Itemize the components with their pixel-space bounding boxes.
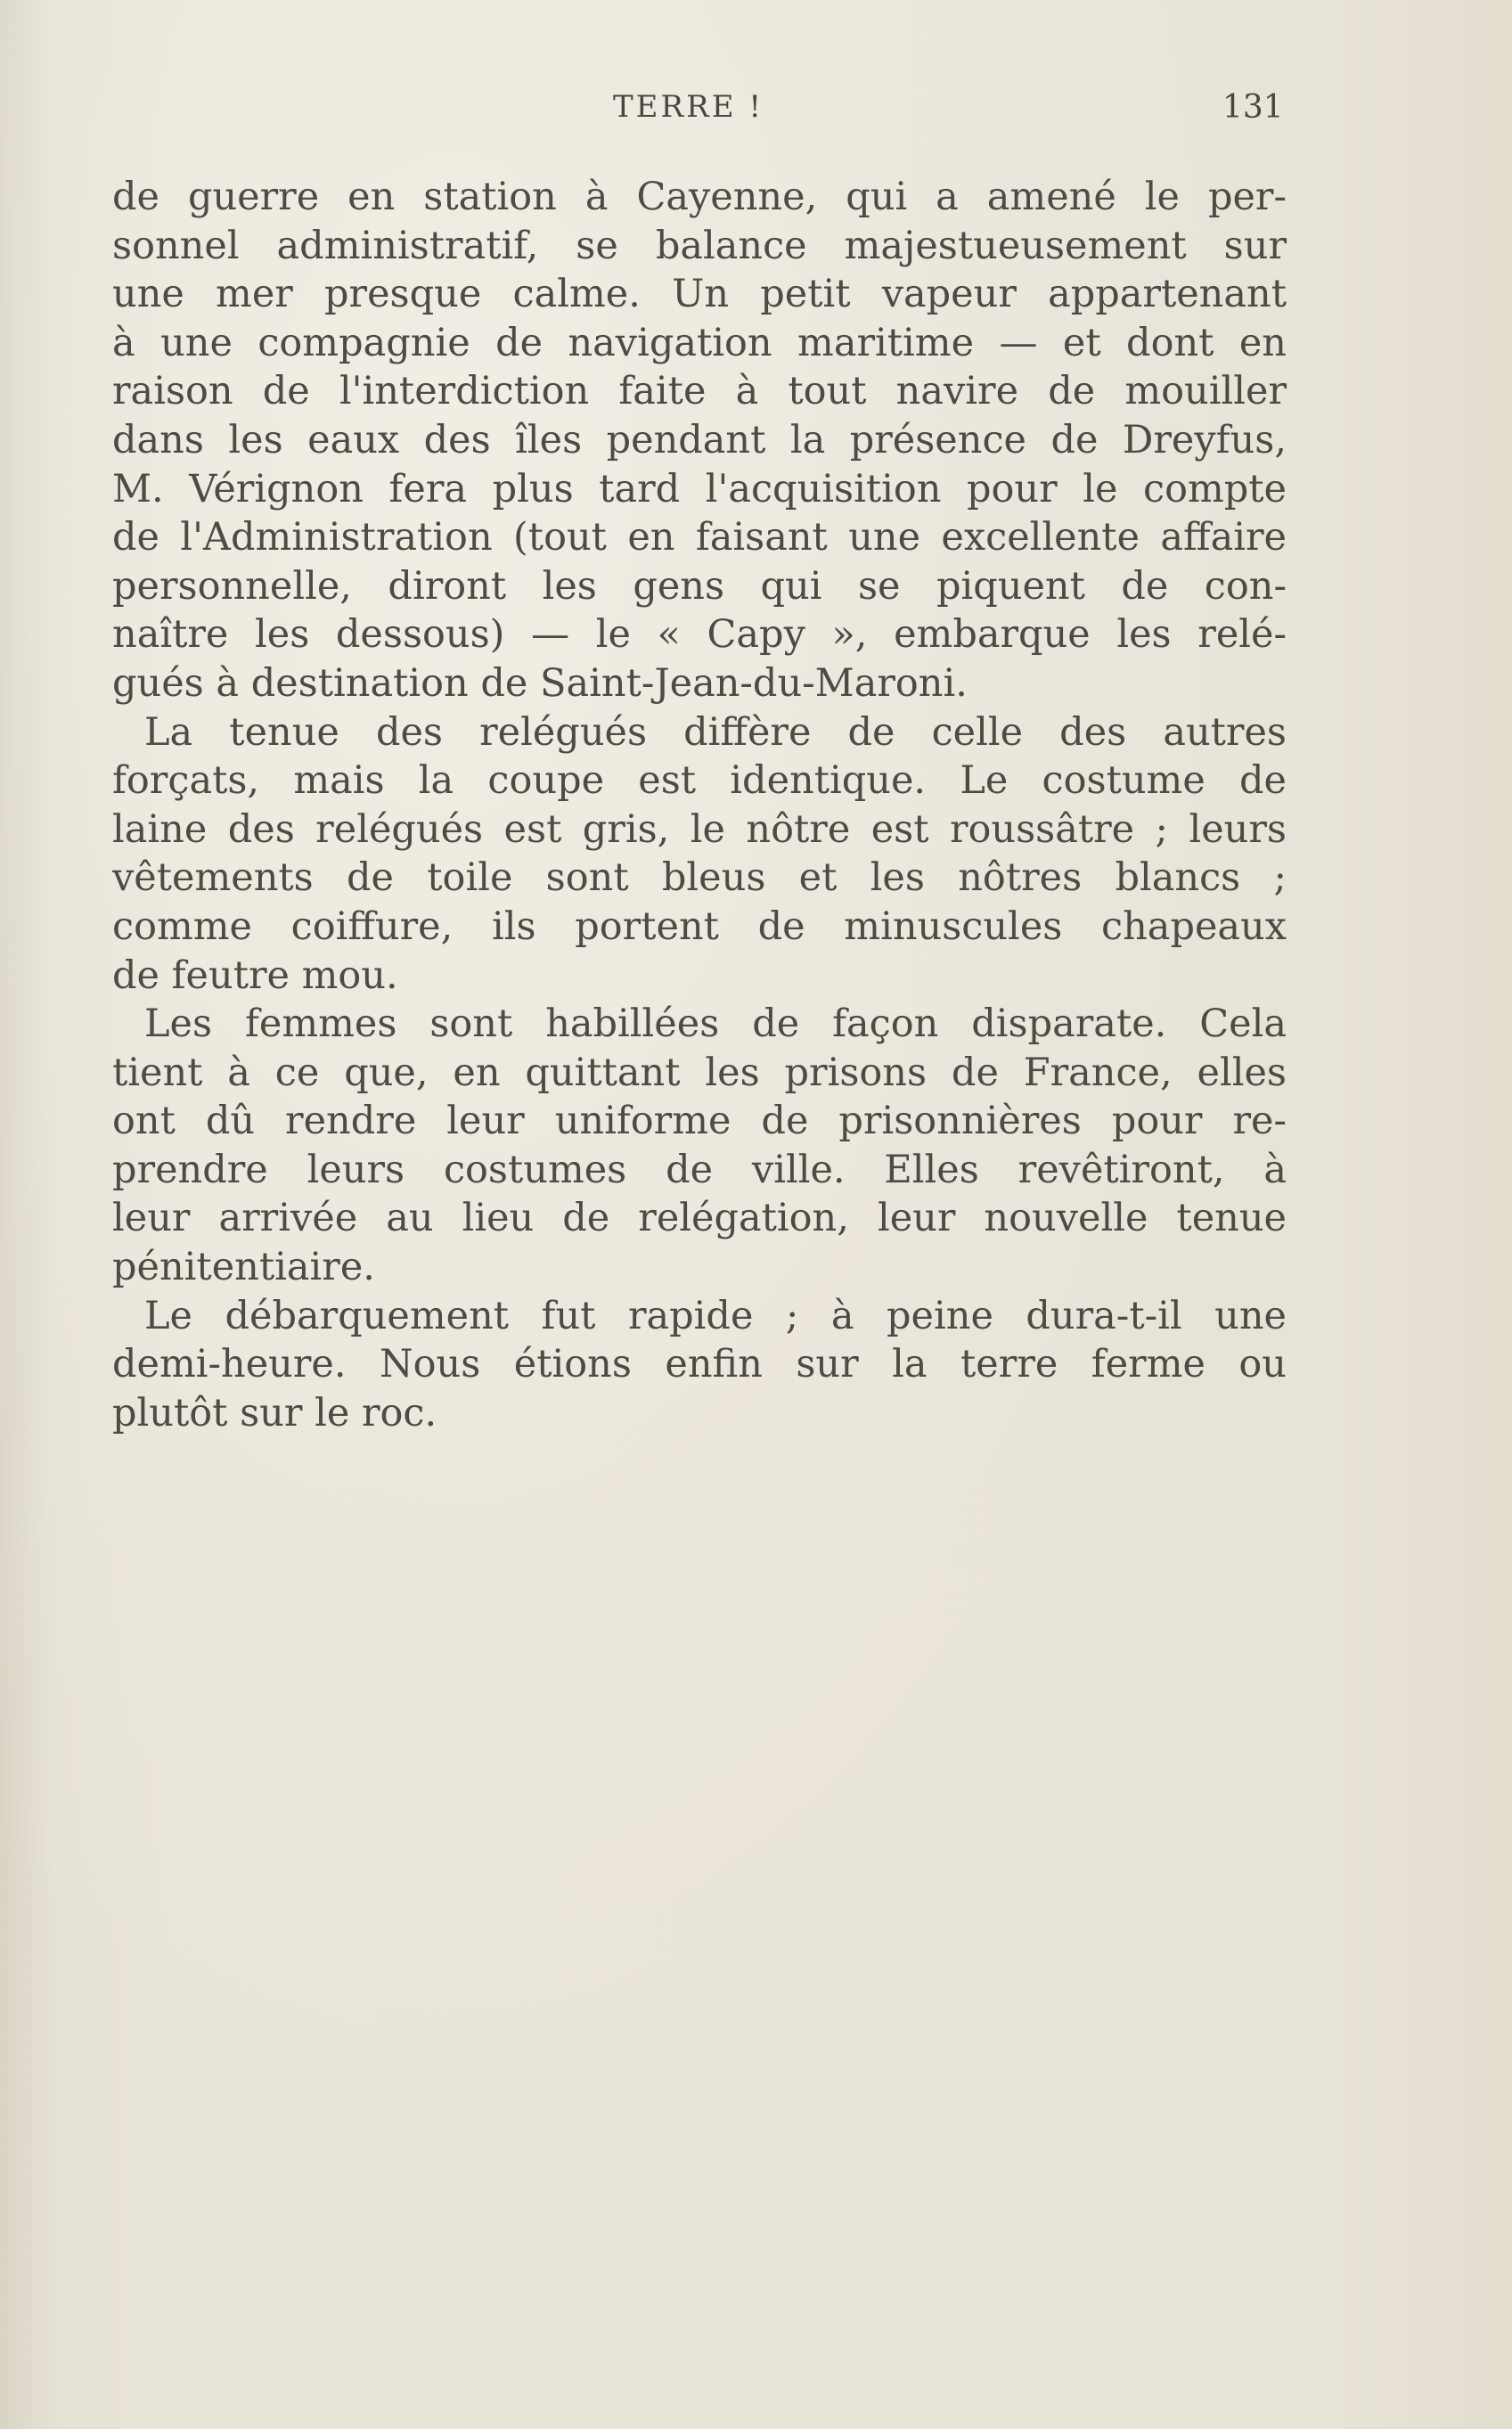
text-line: personnelle, diront les gens qui se piquent de con- [112, 563, 1287, 609]
text-line: gués à destination de Saint-Jean-du-Maroni. [112, 660, 968, 706]
text-line: demi-heure. Nous étions enfin sur la terre ferme ou [112, 1342, 1287, 1387]
running-head [0, 89, 1512, 134]
text-line: plutôt sur le roc. [112, 1390, 437, 1435]
text-line: M. Vérignon fera plus tard l'acquisition pour le compte [112, 466, 1287, 511]
text-line: naître les dessous) — le « Capy », embarque les relé- [112, 612, 1287, 658]
text-line: vêtements de toile sont bleus et les nôtres blancs ; [112, 855, 1287, 901]
text-line: de guerre en station à Cayenne, qui a amené le per- [112, 175, 1287, 219]
text-line: à une compagnie de navigation maritime — et dont en [112, 320, 1287, 365]
text-line: dans les eaux des îles pendant la présence de Dreyfus, [112, 417, 1287, 462]
running-title: TERRE ! [613, 89, 764, 125]
text-line: forçats, mais la coupe est identique. Le costume de [112, 758, 1287, 804]
text-line: La tenue des relégués diffère de celle des autres [144, 709, 1287, 755]
text-line: raison de l'interdiction faite à tout navire de mouiller [112, 369, 1287, 414]
text-line: leur arrivée au lieu de relégation, leur nouvelle tenue [112, 1196, 1287, 1241]
text-line: comme coiffure, ils portent de minuscules chapeaux [112, 904, 1287, 949]
text-line: de feutre mou. [112, 953, 398, 998]
text-line: ont dû rendre leur uniforme de prisonnières pour re- [112, 1099, 1287, 1144]
text-line: prendre leurs costumes de ville. Elles revêtiront, à [112, 1147, 1287, 1192]
text-line: pénitentiaire. [112, 1245, 375, 1290]
text-line: de l'Administration (tout en faisant une excellente affaire [112, 515, 1287, 560]
body-text [112, 173, 1287, 1437]
page-number: 131 [1222, 89, 1284, 126]
text-line: laine des relégués est gris, le nôtre est roussâtre ; leurs [112, 806, 1287, 852]
text-line: sonnel administratif, se balance majestueusement sur [112, 223, 1287, 268]
text-line: Le débarquement fut rapide ; à peine dura-t-il une [144, 1293, 1287, 1338]
text-line: Les femmes sont habillées de façon disparate. Cela [144, 1002, 1287, 1047]
text-line: tient à ce que, en quittant les prisons de France, elles [112, 1050, 1287, 1095]
text-line: une mer presque calme. Un petit vapeur appartenant [112, 272, 1287, 317]
